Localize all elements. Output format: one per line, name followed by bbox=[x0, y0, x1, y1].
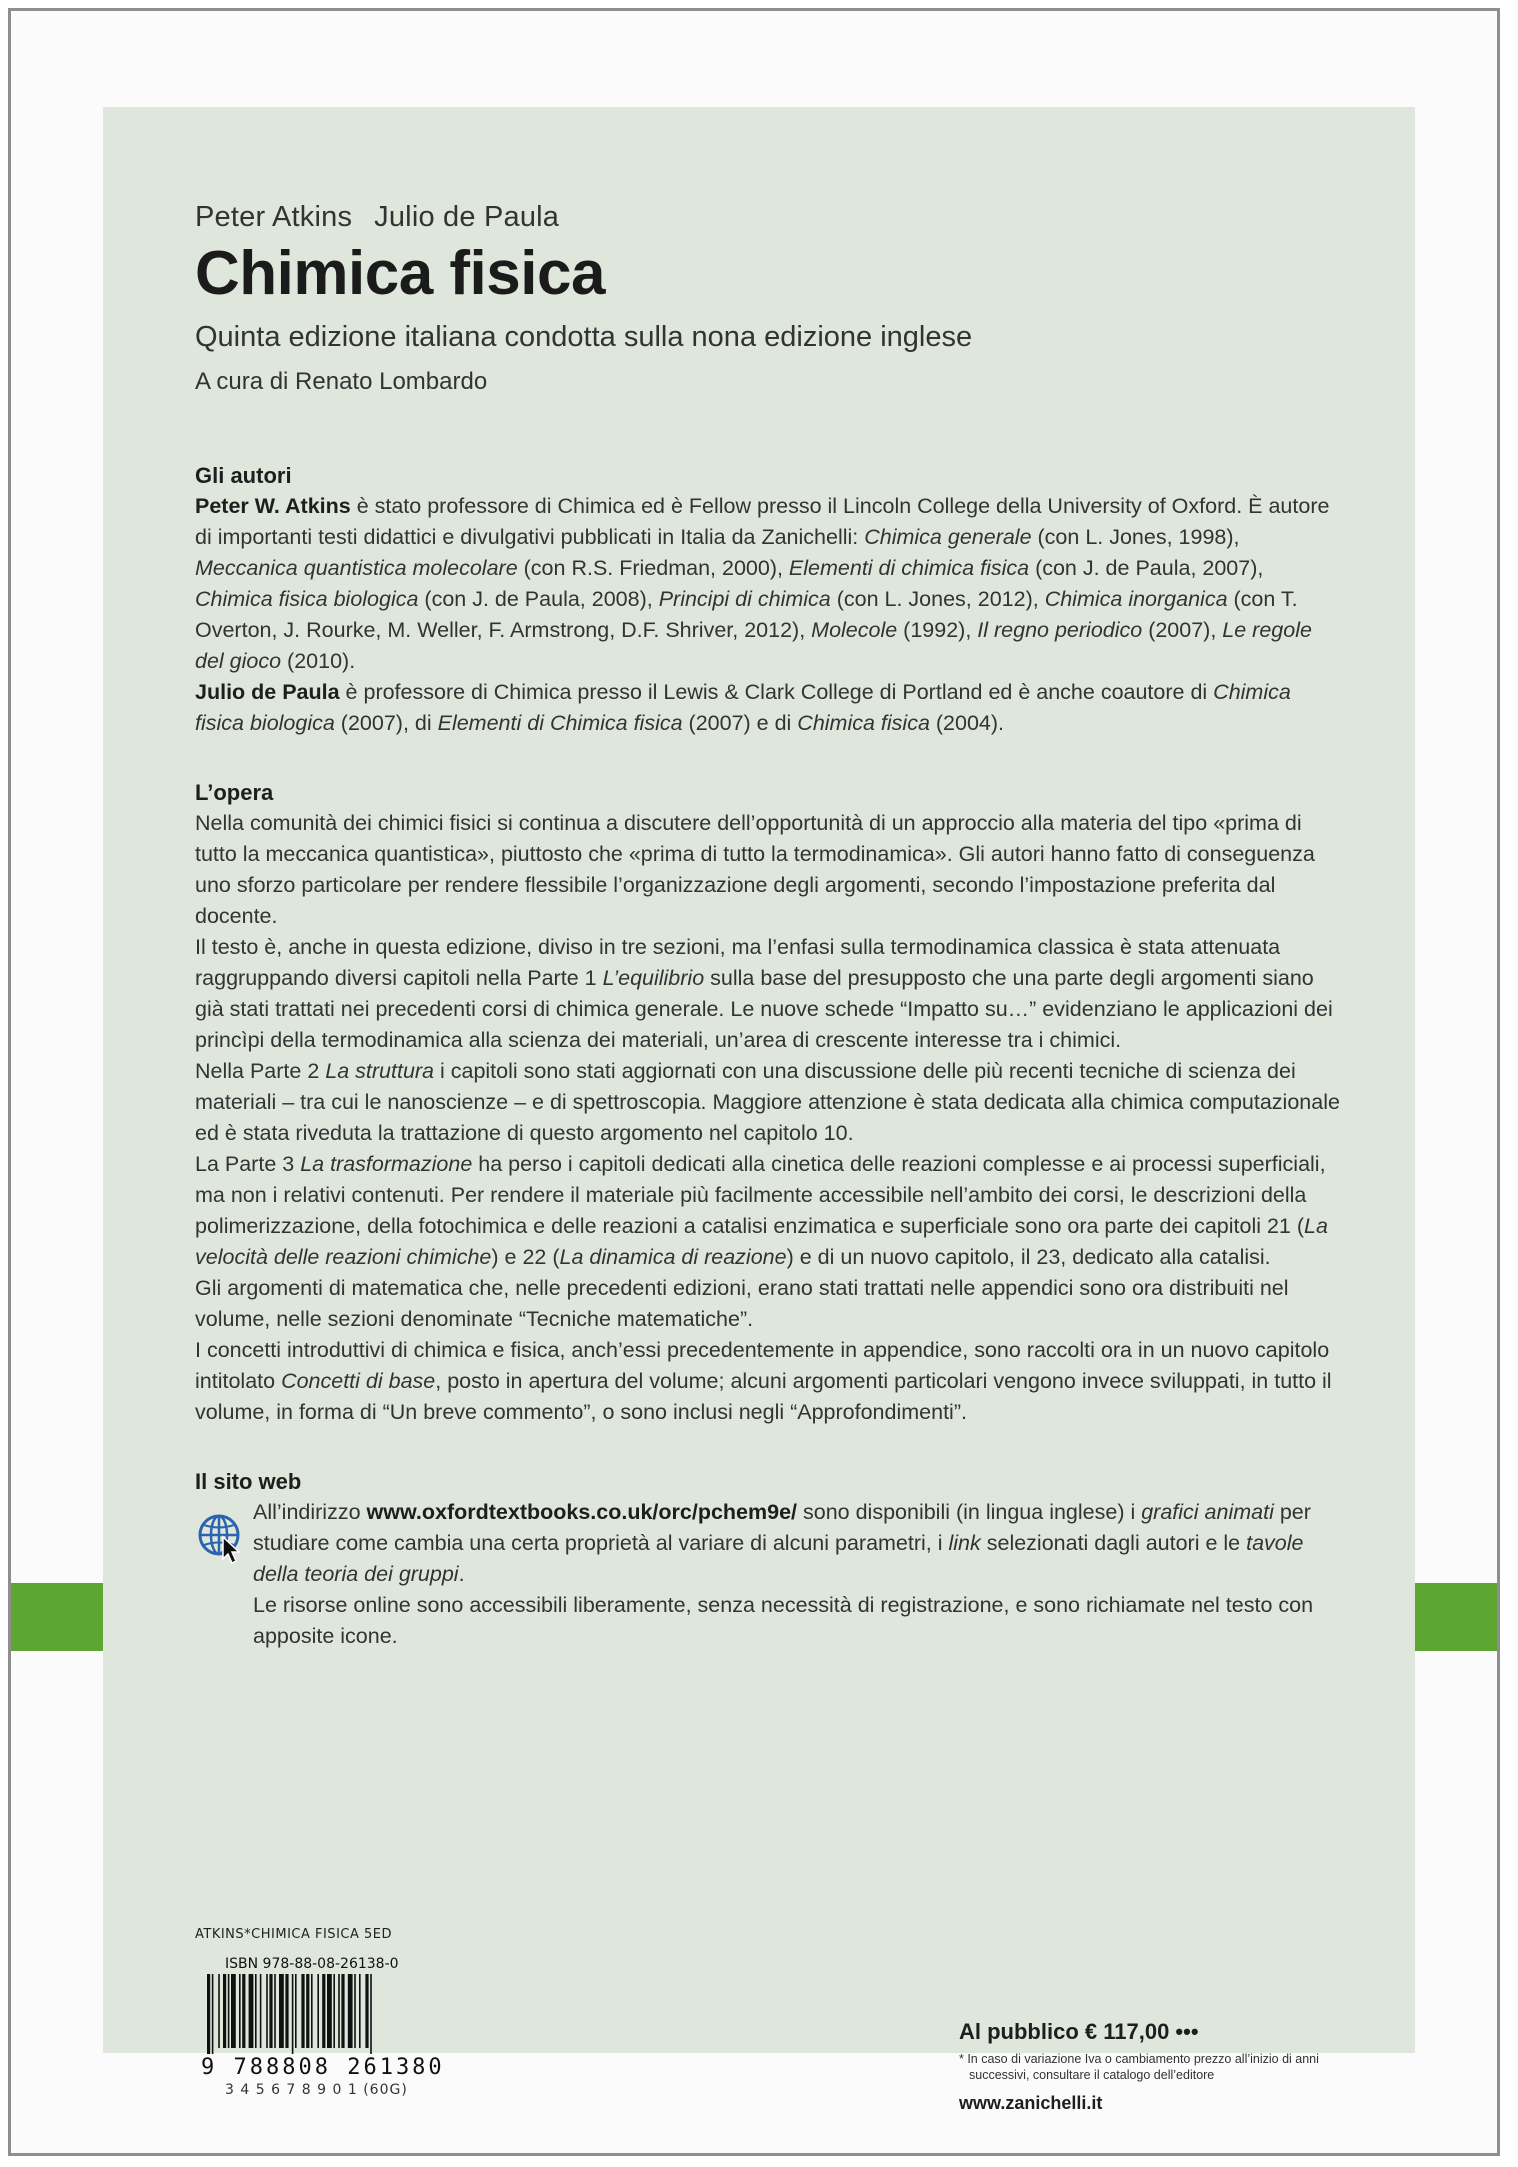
globe-cursor-icon bbox=[195, 1511, 249, 1565]
barcode-bar bbox=[370, 1974, 372, 2054]
barcode-bar bbox=[249, 1974, 254, 2048]
sito-text: per studiare come cambia una certa proprietà al variare di alcuni parametri, i bbox=[253, 1500, 1311, 1555]
barcode-bar bbox=[279, 1974, 284, 2048]
sito-italic: grafici animati bbox=[1141, 1500, 1274, 1524]
book-ref: Chimica fisica biologica bbox=[195, 680, 1291, 735]
section-heading-sito: Il sito web bbox=[195, 1469, 302, 1494]
opera-italic: La trasformazione bbox=[300, 1152, 473, 1176]
book-ref: Meccanica quantistica molecolare bbox=[195, 556, 518, 580]
sito-paragraph-1 bbox=[253, 1497, 1343, 1590]
section-opera bbox=[195, 777, 1343, 1428]
price-note: * In caso di variazione Iva o cambiamento prezzo all’inizio di anni successivi, consultare il catalogo dell’editore bbox=[959, 2052, 1319, 2082]
opera-italic: Concetti di base bbox=[281, 1369, 436, 1393]
opera-paragraph-2 bbox=[195, 932, 1343, 1056]
book-ref: Elementi di chimica fisica bbox=[788, 556, 1030, 580]
opera-italic: L’equilibrio bbox=[602, 966, 705, 990]
barcode-bar bbox=[359, 1974, 361, 2048]
bio-text: è stato professore di Chimica ed è Fellow presso il Lincoln College della University of Oxford. È autore di importanti testi didattici e divulgativi pubblicati in Italia da Zanichelli: bbox=[195, 494, 1330, 549]
book-ref: Le regole del gioco bbox=[195, 618, 1312, 673]
de-paula-name: Julio de Paula bbox=[195, 680, 340, 704]
sito-text: selezionati dagli autori e le bbox=[980, 1531, 1247, 1555]
ean-digits: 9 788808 261380 bbox=[201, 2055, 445, 2080]
book-ref: Principi di chimica bbox=[658, 587, 831, 611]
book-ref: Molecole bbox=[811, 618, 898, 642]
opera-text: La Parte 3 bbox=[195, 1152, 301, 1176]
barcode-bar bbox=[354, 1974, 356, 2048]
bio-text: (2007) e di bbox=[682, 711, 798, 735]
opera-text: ) e di un nuovo capitolo, il 23, dedicato alla catalisi. bbox=[786, 1245, 1271, 1269]
barcode-bar bbox=[239, 1974, 241, 2048]
barcode-bar bbox=[338, 1974, 340, 2048]
opera-paragraph-1: Nella comunità dei chimici fisici si continua a discutere dell’opportunità di un approccio alla materia del tipo «prima di tutto la meccanica quantistica», piuttosto che «prima di tutto la termodinamica». Gli autori hanno fatto di conseguenza uno sforzo particolare per rendere flessibile l’organizzazione degli argomenti, secondo l’impostazione preferita dal docente. bbox=[195, 811, 1315, 928]
opera-text: i capitoli sono stati aggiornati con una discussione delle più recenti tecniche di scienza dei materiali – tra cui le nanoscienze – e di spettroscopia. Maggiore attenzione è stata dedicata alla chimica computazionale ed è stata riveduta la trattazione di questo argomento nel capitolo 10. bbox=[195, 1059, 1340, 1145]
book-ref: Il regno periodico bbox=[977, 618, 1143, 642]
barcode-bar bbox=[231, 1974, 236, 2048]
bio-text: (2007), di bbox=[334, 711, 438, 735]
opera-paragraph-4 bbox=[195, 1149, 1343, 1273]
barcode-bar bbox=[207, 1974, 210, 2054]
barcode-bar bbox=[223, 1974, 226, 2048]
opera-text: ha perso i capitoli dedicati alla cinetica delle reazioni complesse e ai processi superficiali, ma non i relativi contenuti. Per rendere il materiale più facilmente accessibile nell’ambito dei corsi, le descrizioni della polimerizzazione, della fotochimica e delle reazioni a catalisi enzimatica e superficiale sono ora parte dei capitoli 21 ( bbox=[195, 1152, 1326, 1238]
book-title: Chimica fisica bbox=[195, 239, 605, 308]
green-band-left bbox=[11, 1583, 103, 1651]
book-ref: Chimica generale bbox=[864, 525, 1032, 549]
cover-panel bbox=[103, 107, 1415, 2113]
isbn-area bbox=[195, 1927, 495, 2098]
opera-italic: La struttura bbox=[325, 1059, 435, 1083]
bio-text: (con J. de Paula, 2007), bbox=[1029, 556, 1264, 580]
book-ref: Elementi di Chimica fisica bbox=[437, 711, 683, 735]
bio-text: (con L. Jones, 2012), bbox=[830, 587, 1045, 611]
opera-text: Nella Parte 2 bbox=[195, 1059, 326, 1083]
authors-line bbox=[195, 201, 1343, 234]
opera-paragraph-5: Gli argomenti di matematica che, nelle precedenti edizioni, erano stati trattati nelle appendici sono ora distribuiti nel volume, nelle sezioni denominate “Tecniche matematiche”. bbox=[195, 1276, 1289, 1331]
opera-paragraph-6 bbox=[195, 1335, 1343, 1428]
sito-paragraph-2: Le risorse online sono accessibili liberamente, senza necessità di registrazione, e sono richiamate nel testo con apposite icone. bbox=[253, 1593, 1314, 1648]
author-de-paula: Julio de Paula bbox=[374, 201, 560, 233]
book-curator: A cura di Renato Lombardo bbox=[195, 368, 488, 395]
book-ref: Chimica fisica biologica bbox=[195, 587, 419, 611]
barcode-bar bbox=[218, 1974, 220, 2048]
barcode-bar bbox=[322, 1974, 325, 2048]
section-sito bbox=[195, 1466, 1343, 1652]
barcode-bar bbox=[269, 1974, 272, 2048]
opera-italic: La dinamica di reazione bbox=[559, 1245, 787, 1269]
barcode-bar bbox=[341, 1974, 344, 2048]
atkins-name: Peter W. Atkins bbox=[195, 494, 351, 518]
author-atkins: Peter Atkins bbox=[195, 201, 353, 233]
opera-paragraph-3 bbox=[195, 1056, 1343, 1149]
barcode-bar bbox=[301, 1974, 304, 2048]
sito-text: sono disponibili (in lingua inglese) i bbox=[797, 1500, 1142, 1524]
sito-text: . bbox=[458, 1562, 465, 1586]
bio-text: (con J. de Paula, 2008), bbox=[418, 587, 659, 611]
barcode-bar bbox=[255, 1974, 257, 2048]
section-autori bbox=[195, 460, 1343, 739]
barcode-bar bbox=[311, 1974, 313, 2048]
book-ref: Chimica inorganica bbox=[1044, 587, 1228, 611]
de-paula-bio bbox=[195, 677, 1343, 739]
sito-text: All’indirizzo bbox=[253, 1500, 367, 1524]
bio-text: (1992), bbox=[897, 618, 978, 642]
barcode-bar bbox=[266, 1974, 268, 2048]
barcode-bar bbox=[306, 1974, 309, 2048]
atkins-bio bbox=[195, 491, 1343, 677]
barcode-bar bbox=[327, 1974, 332, 2048]
opera-text: Il testo è, anche in questa edizione, diviso in tre sezioni, ma l’enfasi sulla termodinamica classica è stata attenuata raggruppando diversi capitoli nella Parte 1 bbox=[195, 935, 1281, 990]
price-label: Al pubblico € 117,00 ••• bbox=[959, 2019, 1199, 2044]
bio-text: (con R.S. Friedman, 2000), bbox=[517, 556, 789, 580]
barcode-bar bbox=[260, 1974, 262, 2048]
barcode-bar bbox=[274, 1974, 276, 2048]
barcode bbox=[205, 1974, 415, 2054]
zanichelli-url-link[interactable]: www.zanichelli.it bbox=[959, 2093, 1103, 2113]
bio-text: (2007), bbox=[1142, 618, 1223, 642]
book-back-cover bbox=[8, 8, 1500, 2156]
bio-text: (2010). bbox=[281, 649, 356, 673]
book-ref: Chimica fisica bbox=[797, 711, 930, 735]
section-heading-autori: Gli autori bbox=[195, 463, 292, 488]
bio-text: (2004). bbox=[929, 711, 1005, 735]
bio-text: (con T. Overton, J. Rourke, M. Weller, F. Armstrong, D.F. Shriver, 2012), bbox=[195, 587, 1298, 642]
barcode-bar bbox=[365, 1974, 368, 2048]
section-heading-opera: L’opera bbox=[195, 780, 274, 805]
isbn-sub-code: 3 4 5 6 7 8 9 0 1 (60G) bbox=[225, 2082, 408, 2098]
barcode-bar bbox=[295, 1974, 297, 2048]
bio-text: è professore di Chimica presso il Lewis & Clark College di Portland ed è anche coautore di bbox=[339, 680, 1214, 704]
cover-content bbox=[195, 201, 1343, 1652]
price-area bbox=[959, 2019, 1379, 2114]
opera-text: ) e 22 ( bbox=[491, 1245, 560, 1269]
sito-italic: tavole della teoria dei gruppi bbox=[253, 1531, 1304, 1586]
book-subtitle: Quinta edizione italiana condotta sulla nona edizione inglese bbox=[195, 321, 973, 353]
opera-text: I concetti introduttivi di chimica e fisica, anch’essi precedentemente in appendice, sono raccolti ora in un nuovo capitolo intitolato bbox=[195, 1338, 1330, 1393]
bio-text: (con L. Jones, 1998), bbox=[1031, 525, 1240, 549]
web-block bbox=[195, 1497, 1343, 1652]
barcode-bar bbox=[242, 1974, 245, 2048]
green-band-right bbox=[1405, 1583, 1497, 1651]
opera-text: sulla base del presupposto che una parte degli argomenti siano già stati trattati nei precedenti corsi di chimica generale. Le nuove schede “Impatto su…” evidenziano le applicazioni dei princìpi della termodinamica alla scienza dei materiali, un’area di crescente interesse tra i chimici. bbox=[195, 966, 1333, 1052]
opera-text: , posto in apertura del volume; alcuni argomenti particolari vengono invece sviluppati, in tutto il volume, in forma di “Un breve commento”, o sono inclusi negli “Approfondimenti”. bbox=[195, 1369, 1332, 1424]
opera-italic: La velocità delle reazioni chimiche bbox=[195, 1214, 1328, 1269]
sito-italic: link bbox=[948, 1531, 981, 1555]
barcode-bar bbox=[212, 1974, 214, 2054]
barcode-bar bbox=[348, 1974, 353, 2048]
isbn-label: ISBN 978-88-08-26138-0 bbox=[225, 1956, 399, 1972]
barcode-bar bbox=[317, 1974, 319, 2048]
barcode-bar bbox=[285, 1974, 288, 2048]
oxford-url-link[interactable]: www.oxfordtextbooks.co.uk/orc/pchem9e/ bbox=[366, 1500, 798, 1524]
barcode-bar bbox=[228, 1974, 230, 2048]
barcode-bar bbox=[292, 1974, 294, 2054]
barcode-bar bbox=[333, 1974, 335, 2048]
product-code: ATKINS*CHIMICA FISICA 5ED bbox=[195, 1927, 392, 1942]
